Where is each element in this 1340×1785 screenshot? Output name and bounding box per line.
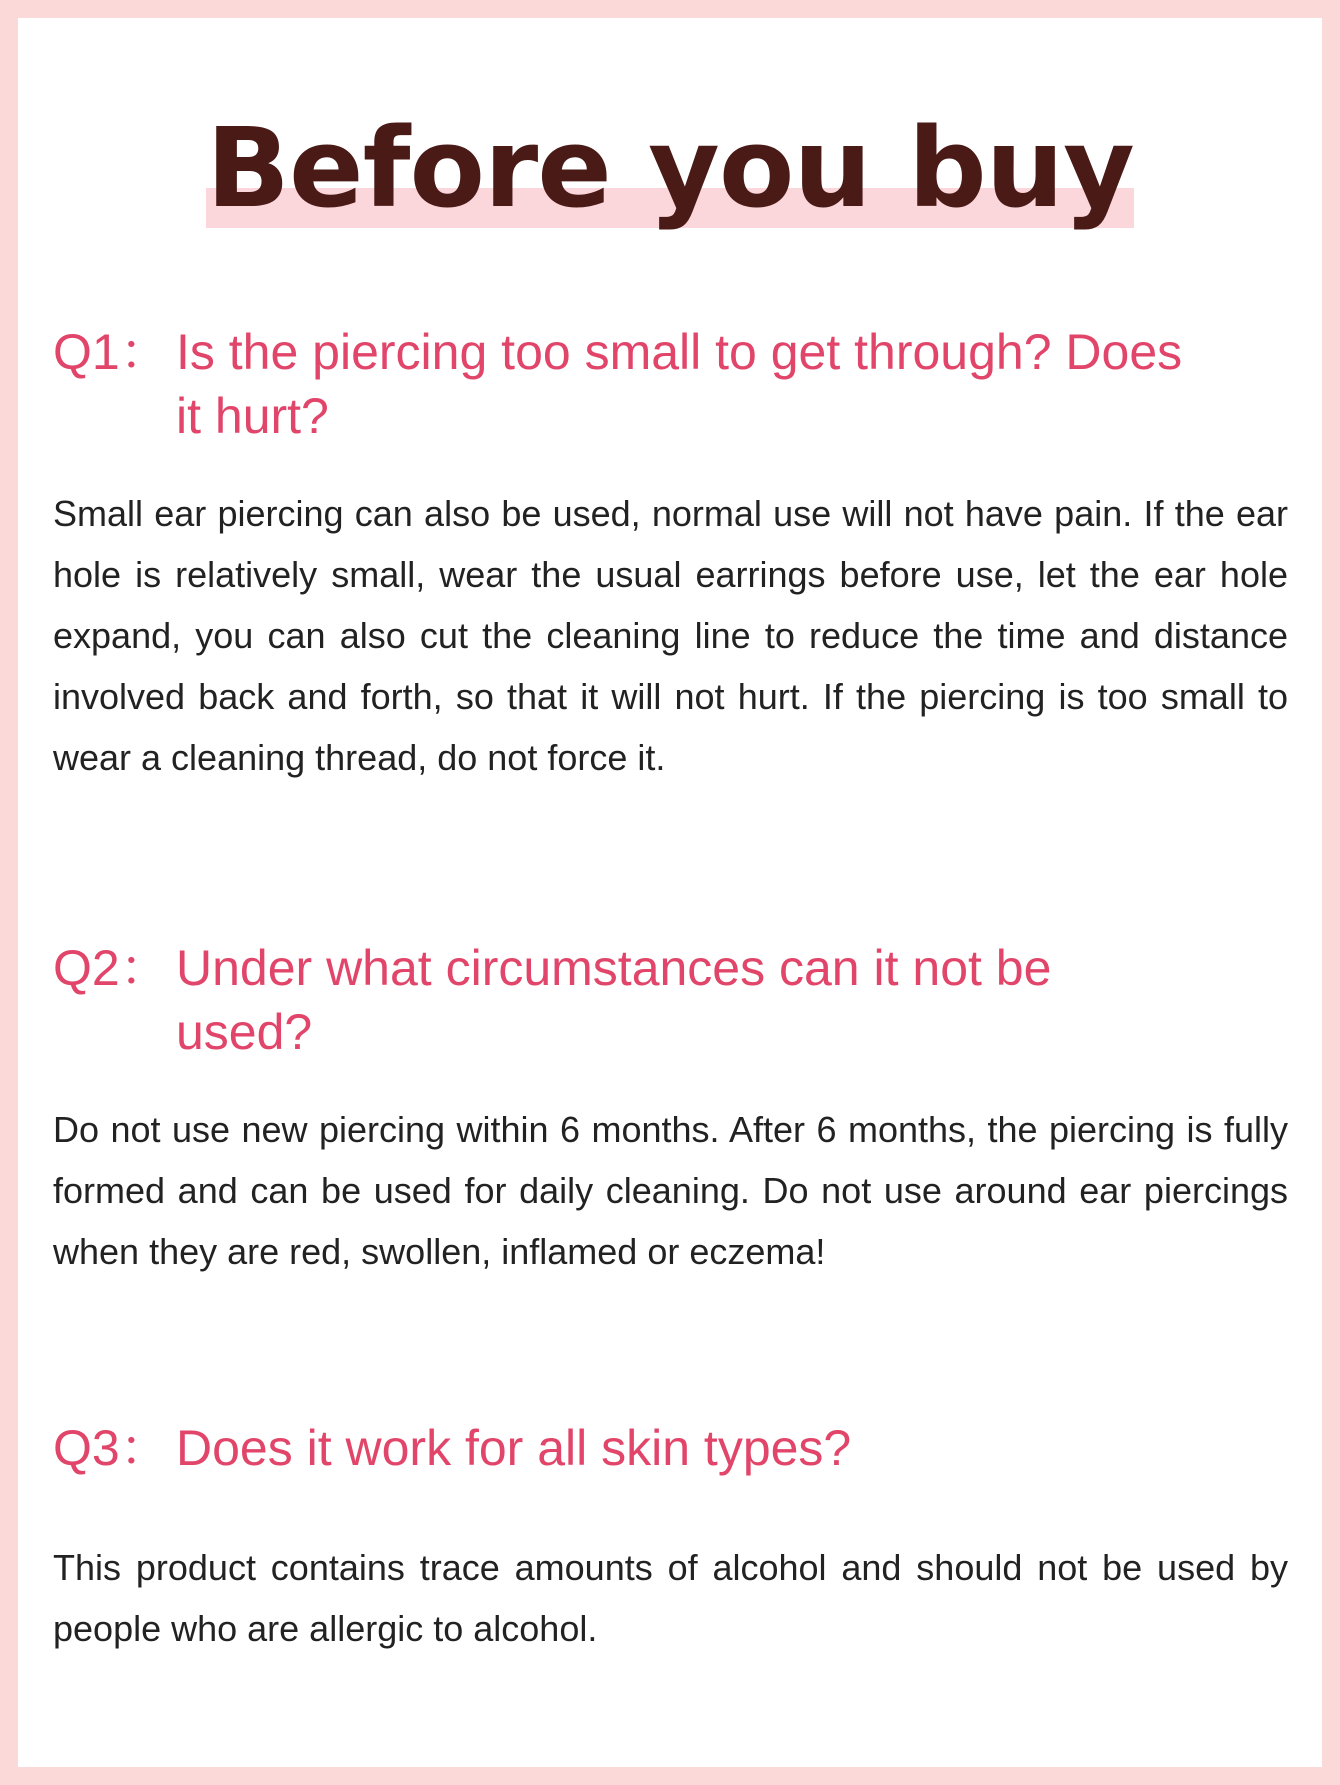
faq-answer-1: Small ear piercing can also be used, normal use will not have pain. If the ear hole is relatively small, wear the usual earrings before use, let the ear hole expand, you can also cut the cleaning line to reduce the time and distance involved back and forth, so that it will not hurt. If the piercing is too small to wear a cleaning thread, do not force it. xyxy=(53,493,1288,778)
faq-question-3 xyxy=(53,1416,1293,1480)
question-text: Under what circumstances can it not be used? xyxy=(176,940,1052,1060)
question-label: Q1： xyxy=(53,324,170,380)
question-text: Is the piercing too small to get through? Does it hurt? xyxy=(176,324,1183,444)
faq-answer-2: Do not use new piercing within 6 months. After 6 months, the piercing is fully formed and can be used for daily cleaning. Do not use around ear piercings when they are red, swollen, inflamed or eczema! xyxy=(53,1109,1288,1272)
page-title: Before you buy xyxy=(206,104,1134,232)
title-block xyxy=(18,103,1322,243)
question-text: Does it work for all skin types? xyxy=(176,1420,852,1476)
faq-card xyxy=(18,18,1322,1767)
question-label: Q2： xyxy=(53,940,170,996)
faq-question-1 xyxy=(53,320,1293,448)
question-label: Q3： xyxy=(53,1420,170,1476)
faq-answer-3: This product contains trace amounts of alcohol and should not be used by people who are allergic to alcohol. xyxy=(53,1547,1288,1649)
faq-question-2 xyxy=(53,936,1293,1064)
